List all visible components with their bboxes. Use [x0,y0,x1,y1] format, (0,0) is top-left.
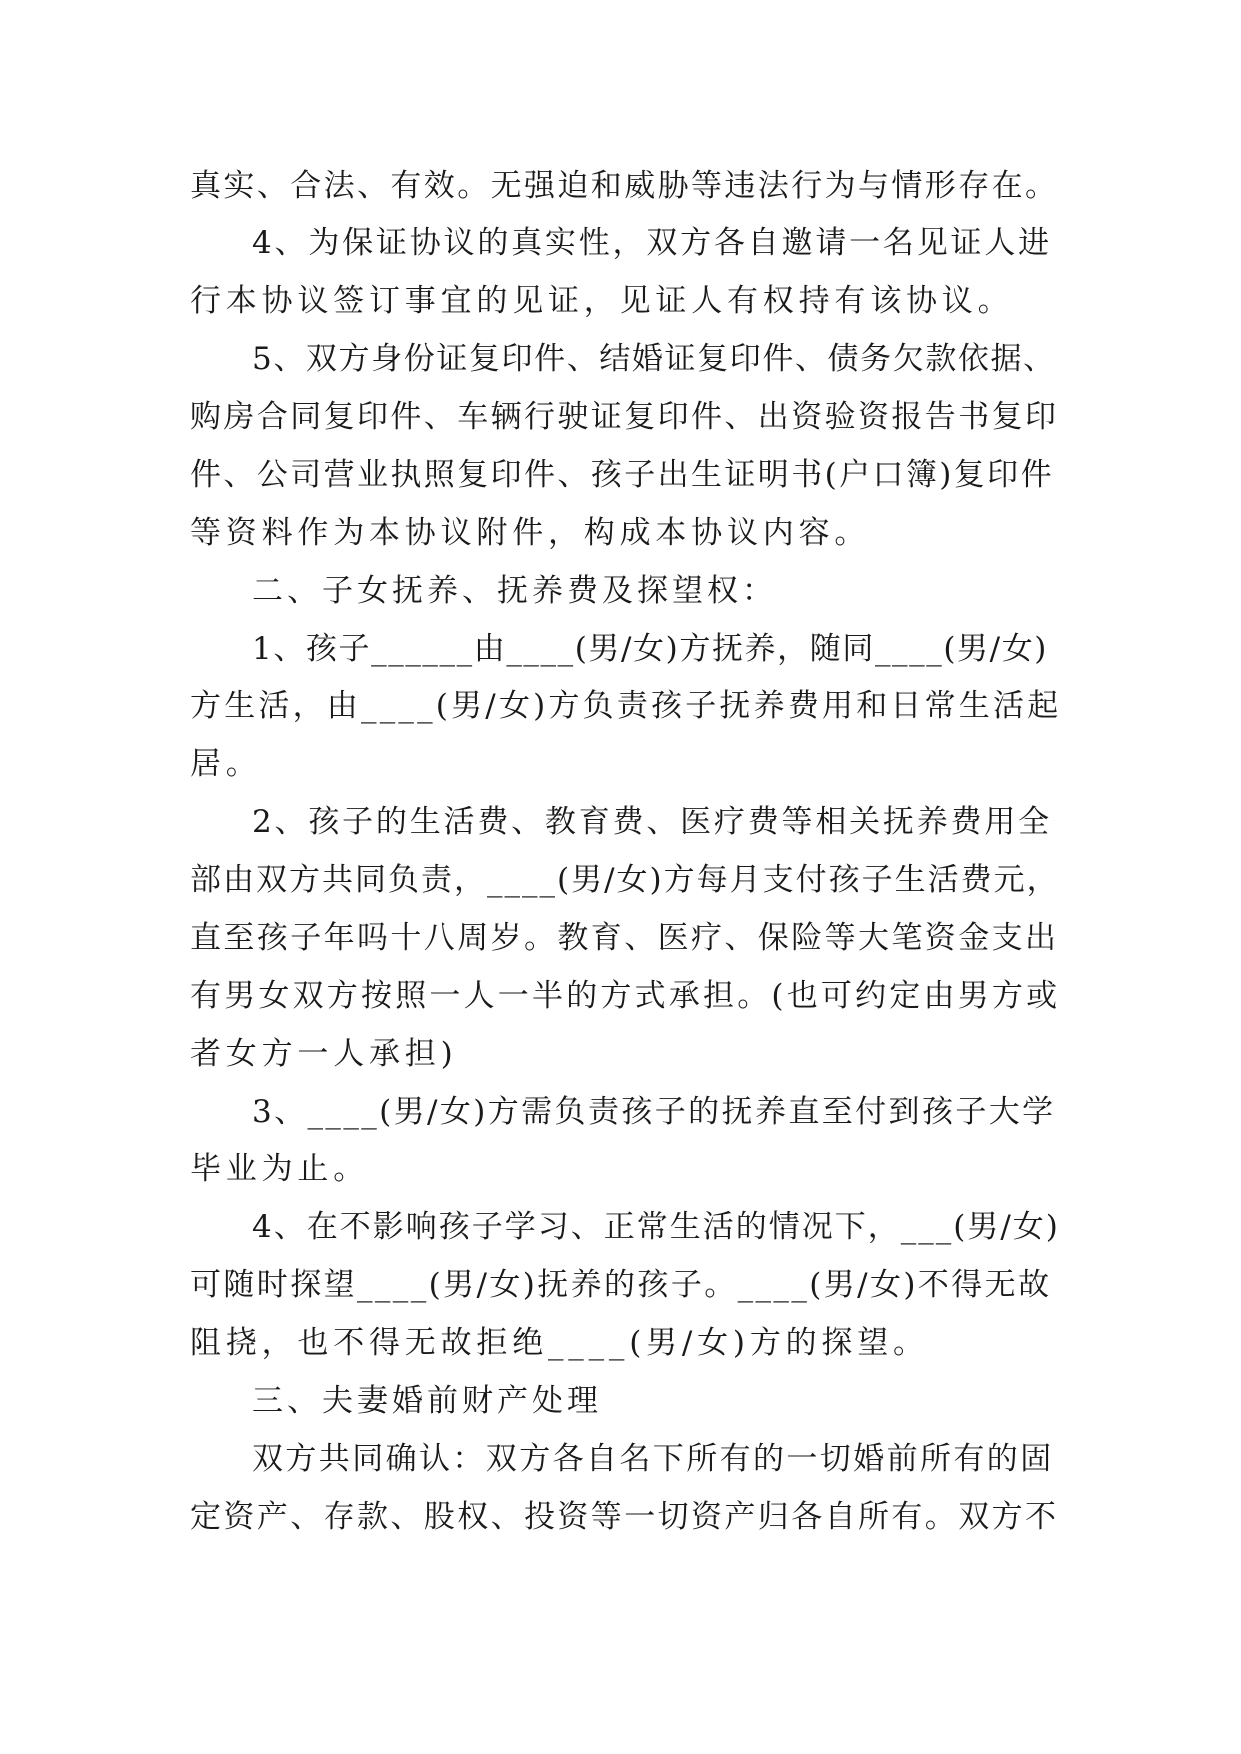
text-line-7: 等资料作为本协议附件，构成本协议内容。 [190,515,871,551]
text-line-2: 4、为保证协议的真实性，双方各自邀请一名见证人进 [252,225,1052,261]
text-line-20: 可随时探望____(男/女)抚养的孩子。____(男/女)不得无故 [190,1267,1052,1303]
text-line-4: 5、双方身份证复印件、结婚证复印件、债务欠款依据、 [252,341,1056,377]
text-line-21: 阻挠，也不得无故拒绝____(男/女)方的探望。 [190,1325,929,1361]
text-line-23: 双方共同确认：双方各自名下所有的一切婚前所有的固 [252,1441,1054,1477]
text-line-14: 直至孩子年吗十八周岁。教育、医疗、保险等大笔资金支出 [190,920,1059,956]
text-line-12: 2、孩子的生活费、教育费、医疗费等相关抚养费用全 [252,804,1052,840]
text-line-5: 购房合同复印件、车辆行驶证复印件、出资验资报告书复印 [190,399,1059,435]
text-line-18: 毕业为止。 [190,1151,369,1187]
text-line-24: 定资产、存款、股权、投资等一切资产归各自所有。双方不 [190,1499,1059,1535]
text-line-1: 真实、合法、有效。无强迫和威胁等违法行为与情形存在。 [190,168,1059,204]
section-heading-child-custody: 二、子女抚养、抚养费及探望权： [252,573,777,609]
text-line-17: 3、____(男/女)方需负责孩子的抚养直至付到孩子大学 [252,1094,1056,1130]
text-line-9: 1、孩子______由____(男/女)方抚养，随同____(男/女) [252,631,1048,667]
text-line-19: 4、在不影响孩子学习、正常生活的情况下，___(男/女) [252,1209,1060,1245]
text-line-15: 有男女双方按照一人一半的方式承担。(也可约定由男方或 [190,978,1061,1014]
section-heading-premarital-property: 三、夫妻婚前财产处理 [252,1383,602,1419]
text-line-11: 居。 [190,746,262,782]
text-line-16: 者女方一人承担) [190,1036,458,1072]
text-line-10: 方生活，由____(男/女)方负责孩子抚养费用和日常生活起 [190,688,1062,724]
text-line-13: 部由双方共同负责，____(男/女)方每月支付孩子生活费元， [190,862,1060,898]
text-line-6: 件、公司营业执照复印件、孩子出生证明书(户口簿)复印件 [190,457,1054,493]
text-line-3: 行本协议签订事宜的见证，见证人有权持有该协议。 [190,283,1014,319]
